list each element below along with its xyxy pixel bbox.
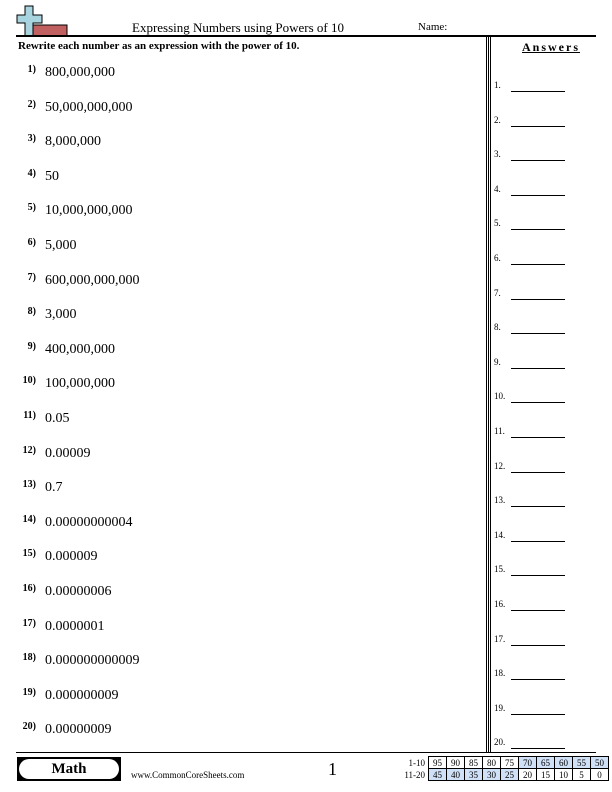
answer-slot[interactable] — [494, 284, 594, 300]
question-value: 0.00009 — [45, 445, 91, 461]
question-value: 0.00000009 — [45, 722, 112, 738]
score-table — [396, 756, 609, 781]
question-value: 0.00000006 — [45, 584, 112, 599]
answer-slot[interactable] — [494, 422, 594, 438]
question-value: 50 — [45, 168, 59, 184]
answer-number: 4. — [494, 183, 501, 194]
question-value: 10,000,000,000 — [45, 203, 133, 219]
score-cell: 35 — [465, 769, 483, 781]
subject-badge — [17, 757, 121, 781]
answer-number: 12. — [494, 460, 506, 471]
answer-line[interactable] — [511, 402, 565, 403]
worksheet-title: Expressing Numbers using Powers of 10 — [132, 20, 344, 35]
score-cell: 75 — [501, 757, 519, 769]
question-value: 400,000,000 — [45, 341, 115, 357]
answer-line[interactable] — [511, 368, 565, 369]
score-cell: 90 — [447, 757, 465, 769]
score-cell: 30 — [483, 769, 501, 781]
question-number: 14) — [22, 513, 36, 525]
answer-number: 17. — [494, 633, 506, 644]
answer-slot[interactable] — [494, 595, 594, 611]
answer-number: 20. — [494, 737, 506, 748]
answer-number: 19. — [494, 702, 506, 713]
name-label: Name: — [418, 21, 448, 33]
question-value: 50,000,000,000 — [45, 99, 133, 115]
answer-number: 13. — [494, 495, 506, 506]
question-number: 2) — [27, 98, 36, 110]
score-cell: 55 — [573, 757, 591, 769]
answer-number: 6. — [494, 253, 501, 263]
answer-slot[interactable] — [494, 387, 594, 403]
answer-line[interactable] — [511, 748, 565, 749]
answer-line[interactable] — [511, 195, 565, 196]
question-number: 11) — [23, 410, 36, 421]
answer-slot[interactable] — [494, 249, 594, 265]
question-value: 100,000,000 — [45, 376, 115, 392]
score-cell: 80 — [483, 757, 501, 769]
instructions: Rewrite each number as an expression with the power of 10. — [18, 40, 300, 52]
score-cell: 25 — [501, 769, 519, 781]
answer-number: 10. — [494, 391, 506, 402]
answer-slot[interactable] — [494, 180, 594, 196]
answer-slot[interactable] — [494, 664, 594, 680]
answer-line[interactable] — [511, 229, 565, 230]
answer-line[interactable] — [511, 575, 565, 576]
question-number: 9) — [27, 340, 36, 352]
answer-line[interactable] — [511, 714, 565, 715]
answer-line[interactable] — [511, 610, 565, 611]
answer-slot[interactable] — [494, 111, 594, 127]
question-number: 6) — [27, 237, 36, 248]
question-value: 8,000,000 — [45, 134, 101, 150]
answer-number: 5. — [494, 218, 501, 229]
answer-line[interactable] — [511, 679, 565, 680]
answer-number: 9. — [494, 356, 501, 367]
question-number: 18) — [22, 652, 36, 664]
score-cell: 5 — [573, 769, 591, 781]
answer-slot[interactable] — [494, 733, 594, 749]
answer-slot[interactable] — [494, 699, 594, 715]
answer-line[interactable] — [511, 91, 565, 92]
score-cell: 85 — [465, 757, 483, 769]
score-cell: 45 — [429, 769, 447, 781]
question-value: 0.0000001 — [45, 618, 105, 634]
answer-number: 8. — [494, 322, 501, 333]
answer-line[interactable] — [511, 645, 565, 646]
question-number: 5) — [27, 202, 36, 214]
header-rule — [16, 35, 596, 37]
score-cell: 0 — [591, 769, 609, 781]
answer-line[interactable] — [511, 333, 565, 334]
answer-number: 18. — [494, 668, 506, 679]
answer-slot[interactable] — [494, 630, 594, 646]
answer-slot[interactable] — [494, 353, 594, 369]
answer-number: 16. — [494, 599, 506, 609]
answer-slot[interactable] — [494, 145, 594, 161]
question-value: 800,000,000 — [45, 65, 115, 80]
question-value: 0.7 — [45, 480, 63, 496]
score-cell: 15 — [537, 769, 555, 781]
score-cell: 10 — [555, 769, 573, 781]
question-number: 10) — [22, 375, 36, 387]
question-value: 0.000009 — [45, 549, 98, 565]
question-number: 4) — [27, 167, 36, 179]
score-row — [396, 769, 609, 781]
score-cell: 40 — [447, 769, 465, 781]
math-logo-icon — [16, 5, 72, 37]
score-cell: 95 — [429, 757, 447, 769]
answer-slot[interactable] — [494, 526, 594, 542]
answer-slot[interactable] — [494, 457, 594, 473]
question-number: 8) — [27, 306, 36, 318]
answer-number: 1. — [494, 80, 501, 90]
question-value: 0.00000000004 — [45, 514, 133, 530]
answer-line[interactable] — [511, 126, 565, 127]
answer-slot[interactable] — [494, 318, 594, 334]
page-number: 1 — [328, 759, 337, 779]
question-value: 600,000,000,000 — [45, 272, 140, 288]
answer-slot[interactable] — [494, 491, 594, 507]
question-number: 15) — [22, 548, 36, 560]
question-value: 5,000 — [45, 238, 77, 253]
question-value: 0.000000009 — [45, 687, 119, 703]
score-cell: 50 — [591, 757, 609, 769]
question-number: 13) — [22, 479, 36, 491]
answer-number: 15. — [494, 564, 506, 575]
subject-label: Math — [19, 759, 119, 779]
score-cell: 20 — [519, 769, 537, 781]
question-value: 0.05 — [45, 411, 70, 426]
question-number: 12) — [22, 444, 36, 456]
answer-slot[interactable] — [494, 560, 594, 576]
answer-line[interactable] — [511, 160, 565, 161]
question-number: 16) — [22, 583, 36, 594]
answer-number: 11. — [494, 426, 505, 436]
score-cell: 65 — [537, 757, 555, 769]
score-row-label: 1-10 — [408, 757, 425, 768]
answer-line[interactable] — [511, 506, 565, 507]
question-number: 3) — [27, 133, 36, 145]
answer-line[interactable] — [511, 472, 565, 473]
answer-number: 14. — [494, 529, 506, 540]
question-number: 7) — [27, 271, 36, 283]
answer-number: 3. — [494, 149, 501, 160]
answer-number: 7. — [494, 287, 501, 298]
answer-number: 2. — [494, 114, 501, 125]
answers-title: Answers — [522, 40, 580, 54]
footer-rule — [16, 752, 596, 753]
answer-line[interactable] — [511, 264, 565, 265]
question-value: 3,000 — [45, 307, 77, 323]
question-number: 19) — [22, 686, 36, 698]
answer-line[interactable] — [511, 437, 565, 438]
answer-slot[interactable] — [494, 214, 594, 230]
question-value: 0.000000000009 — [45, 653, 140, 669]
website-link[interactable]: www.CommonCoreSheets.com — [131, 770, 245, 780]
score-cell: 70 — [519, 757, 537, 769]
question-number: 20) — [22, 721, 36, 733]
answer-line[interactable] — [511, 541, 565, 542]
question-number: 1) — [27, 64, 36, 75]
answer-line[interactable] — [511, 299, 565, 300]
score-row — [396, 757, 609, 769]
answer-slot[interactable] — [494, 76, 594, 92]
column-divider — [486, 37, 491, 752]
score-cell: 60 — [555, 757, 573, 769]
score-row-label: 11-20 — [404, 769, 425, 780]
question-number: 17) — [22, 617, 36, 629]
